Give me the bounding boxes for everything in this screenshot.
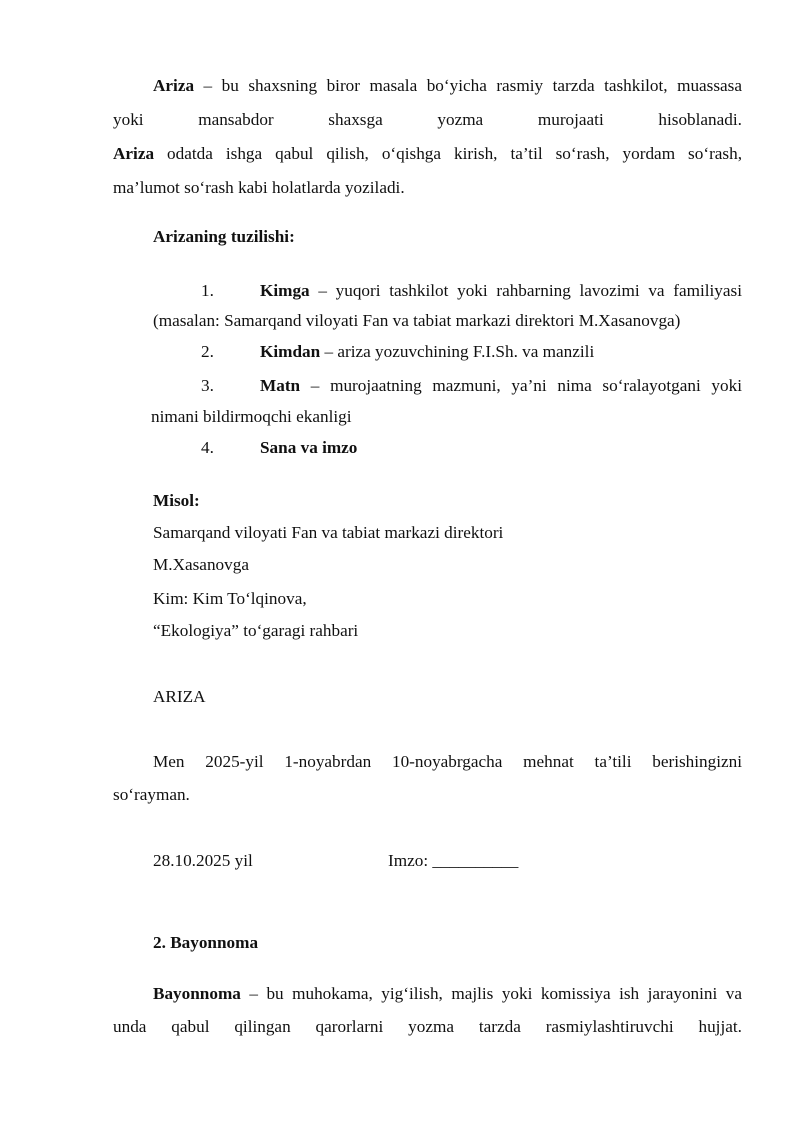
- word: yozma: [437, 110, 484, 129]
- item-continuation: (masalan: Samarqand viloyati Fan va tabiat markazi direktori M.Xasanovga): [153, 311, 681, 330]
- example-date: 28.10.2025 yil: [153, 851, 253, 870]
- word: berishingizni: [652, 752, 742, 771]
- word: 1-noyabrdan: [284, 752, 372, 771]
- word: qarorlarni: [315, 1017, 384, 1036]
- example-recipient-line-2: M.Xasanovga: [153, 555, 249, 574]
- example-recipient-line-1: Samarqand viloyati Fan va tabiat markazi direktori: [153, 523, 504, 542]
- word: unda: [113, 1017, 147, 1036]
- item-number: 2.: [201, 342, 214, 361]
- intro-line-2: [113, 109, 742, 131]
- word: 10-noyabrgacha: [391, 752, 503, 771]
- word: shaxsga: [328, 110, 383, 129]
- word: mansabdor: [198, 110, 274, 129]
- section2-line-2: [113, 1016, 742, 1038]
- intro-term: Ariza: [153, 76, 195, 95]
- word: yoki: [113, 110, 144, 129]
- example-sender-line-2: “Ekologiya” to‘garagi rahbari: [153, 621, 359, 640]
- intro-line-4: ma’lumot so‘rash kabi holatlarda yoziladi.: [113, 178, 405, 197]
- word: murojaati: [537, 110, 604, 129]
- section2-line-1: Bayonnoma – bu muhokama, yig‘ilish, majlis yoki komissiya ish jarayonini va: [153, 984, 742, 1003]
- word: rasmiylashtiruvchi: [545, 1017, 674, 1036]
- word: Men: [153, 752, 185, 771]
- word: hujjat.: [698, 1017, 742, 1036]
- intro-term-2: Ariza: [113, 144, 155, 163]
- intro-line-3: Ariza odatda ishga qabul qilish, o‘qishga kirish, ta’til so‘rash, yordam so‘rash,: [113, 144, 742, 163]
- word: yozma: [408, 1017, 454, 1036]
- word: tarzda: [478, 1017, 521, 1036]
- item-number: 3.: [201, 376, 214, 395]
- item-continuation: nimani bildirmoqchi ekanligi: [151, 407, 352, 426]
- item-number: 1.: [201, 281, 214, 300]
- item-text: Matn – murojaatning mazmuni, ya’ni nima so‘ralayotgani yoki: [260, 376, 742, 395]
- structure-heading: Arizaning tuzilishi:: [153, 227, 295, 246]
- word: qilingan: [234, 1017, 291, 1036]
- item-number: 4.: [201, 438, 214, 457]
- word: qabul: [171, 1017, 210, 1036]
- word: ta’tili: [594, 752, 632, 771]
- section2-term: Bayonnoma: [153, 984, 241, 1003]
- example-heading: Misol:: [153, 491, 200, 510]
- item-text: Sana va imzo: [260, 438, 358, 457]
- intro-line-1: Ariza – bu shaxsning biror masala bo‘yicha rasmiy tarzda tashkilot, muassasa: [153, 76, 742, 95]
- word: hisoblanadi.: [658, 110, 742, 129]
- example-signature: Imzo: __________: [388, 851, 519, 870]
- item-text: Kimdan – ariza yozuvchining F.I.Sh. va manzili: [260, 342, 595, 361]
- example-body-line-2: so‘rayman.: [113, 785, 190, 804]
- section-heading: 2. Bayonnoma: [153, 933, 259, 952]
- example-body-line-1: [153, 751, 742, 773]
- example-title: ARIZA: [153, 687, 206, 706]
- word: 2025-yil: [205, 752, 264, 771]
- example-sender-line-1: Kim: Kim To‘lqinova,: [153, 589, 307, 608]
- word: mehnat: [523, 752, 574, 771]
- item-text: Kimga – yuqori tashkilot yoki rahbarning lavozimi va familiyasi: [260, 281, 742, 300]
